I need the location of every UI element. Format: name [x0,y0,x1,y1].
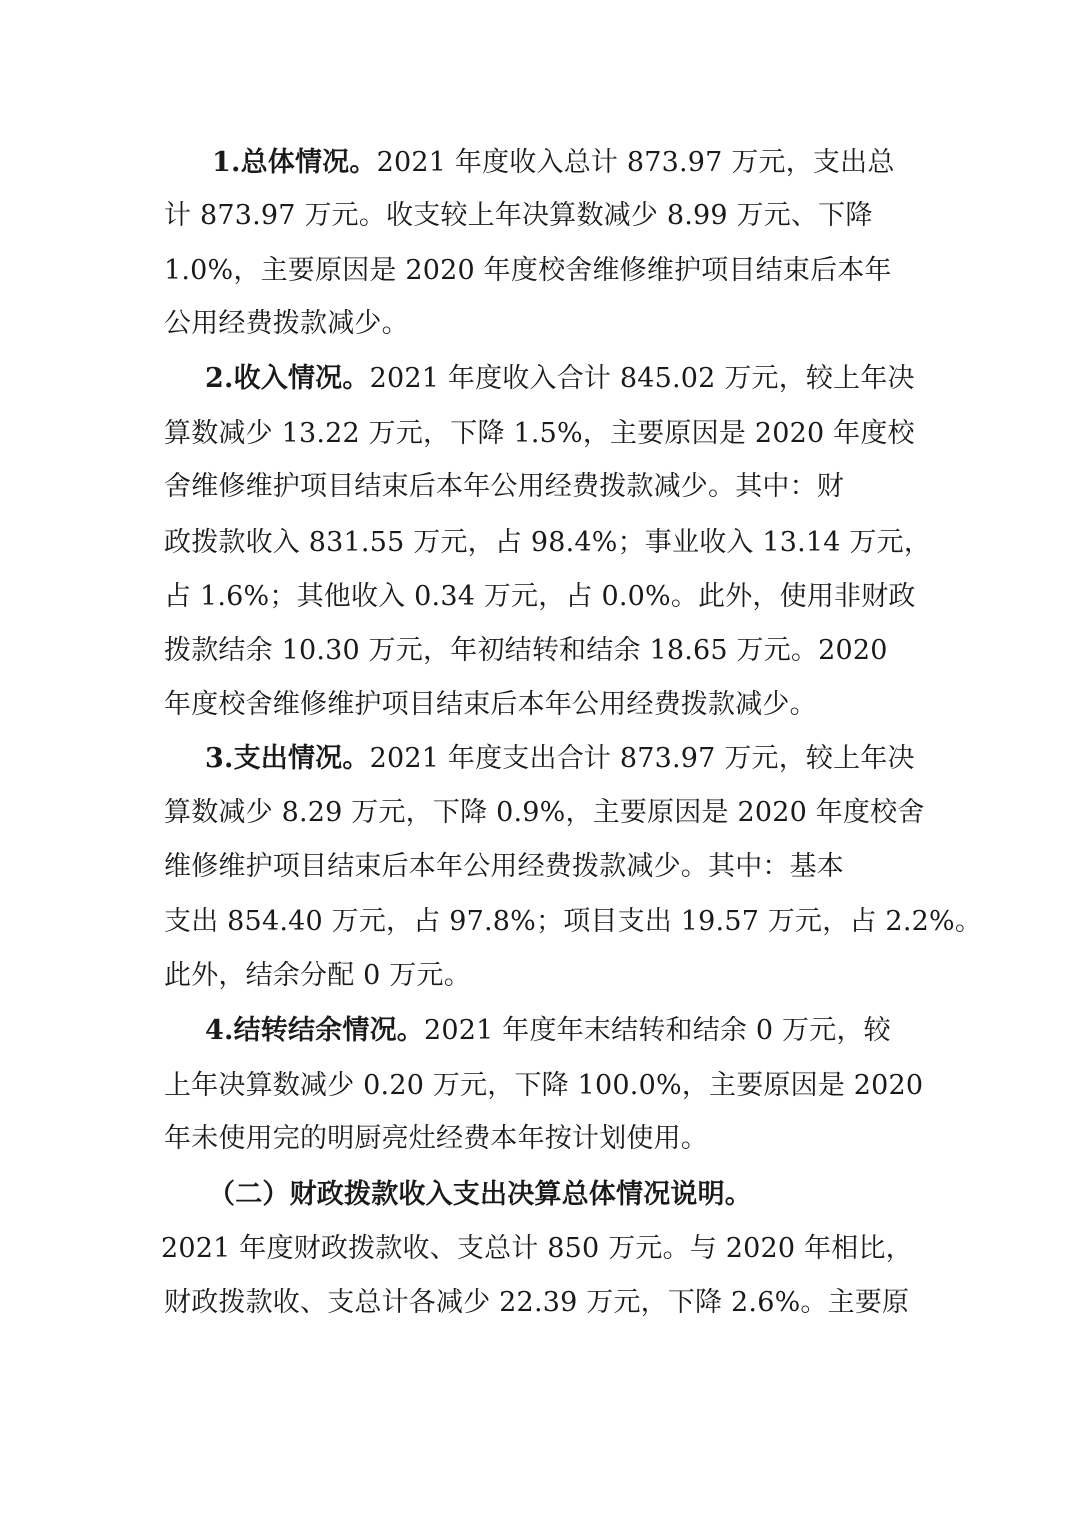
text-line: 计 873.97 万元。收支较上年决算数减少 8.99 万元、下降 [164,200,873,231]
heading-expenditure: 3.支出情况。 [205,743,370,774]
paragraph-income-line [205,359,915,399]
text-line: 舍维修维护项目结束后本年公用经费拨款减少。其中：财 [164,471,844,502]
heading-carryover: 4.结转结余情况。 [205,1015,424,1046]
text-line: 财政拨款收、支总计各减少 22.39 万元，下降 2.6%。主要原 [164,1287,910,1318]
heading-overall: 1.总体情况。 [212,147,377,178]
heading-fiscal-appropriation: （二）财政拨款收入支出决算总体情况说明。 [208,1179,752,1210]
text-line: 年度校舍维修维护项目结束后本年公用经费拨款减少。 [164,689,817,720]
text-line: 算数减少 13.22 万元，下降 1.5%，主要原因是 2020 年度校 [164,418,915,449]
paragraph-expenditure-line [205,739,915,779]
text-line: 算数减少 8.29 万元，下降 0.9%，主要原因是 2020 年度校舍 [164,797,925,828]
text-line: 支出 854.40 万元，占 97.8%；项目支出 19.57 万元，占 2.2%。 [164,906,983,937]
text-line: 此外，结余分配 0 万元。 [164,960,471,991]
text-line: 拨款结余 10.30 万元，年初结转和结余 18.65 万元。2020 [164,635,888,666]
text-span: 2021 年度年末结转和结余 0 万元，较 [424,1015,891,1046]
heading-income: 2.收入情况。 [205,363,370,394]
text-line: 占 1.6%；其他收入 0.34 万元，占 0.0%。此外，使用非财政 [164,581,916,612]
text-line: 年未使用完的明厨亮灶经费本年按计划使用。 [164,1123,708,1154]
paragraph-overall-line [212,143,895,183]
paragraph-carryover-line [205,1011,891,1051]
text-line: 1.0%，主要原因是 2020 年度校舍维修维护项目结束后本年 [164,255,892,286]
text-span: 2021 年度收入总计 873.97 万元，支出总 [376,147,895,178]
text-line: 公用经费拨款减少。 [164,308,409,339]
text-line: 政拨款收入 831.55 万元，占 98.4%；事业收入 13.14 万元， [164,527,932,558]
text-line: 2021 年度财政拨款收、支总计 850 万元。与 2020 年相比， [161,1233,913,1264]
text-line: 上年决算数减少 0.20 万元，下降 100.0%，主要原因是 2020 [164,1070,924,1101]
text-span: 2021 年度支出合计 873.97 万元，较上年决 [369,743,915,774]
text-span: 2021 年度收入合计 845.02 万元，较上年决 [369,363,915,394]
text-line: 维修维护项目结束后本年公用经费拨款减少。其中：基本 [164,851,844,882]
